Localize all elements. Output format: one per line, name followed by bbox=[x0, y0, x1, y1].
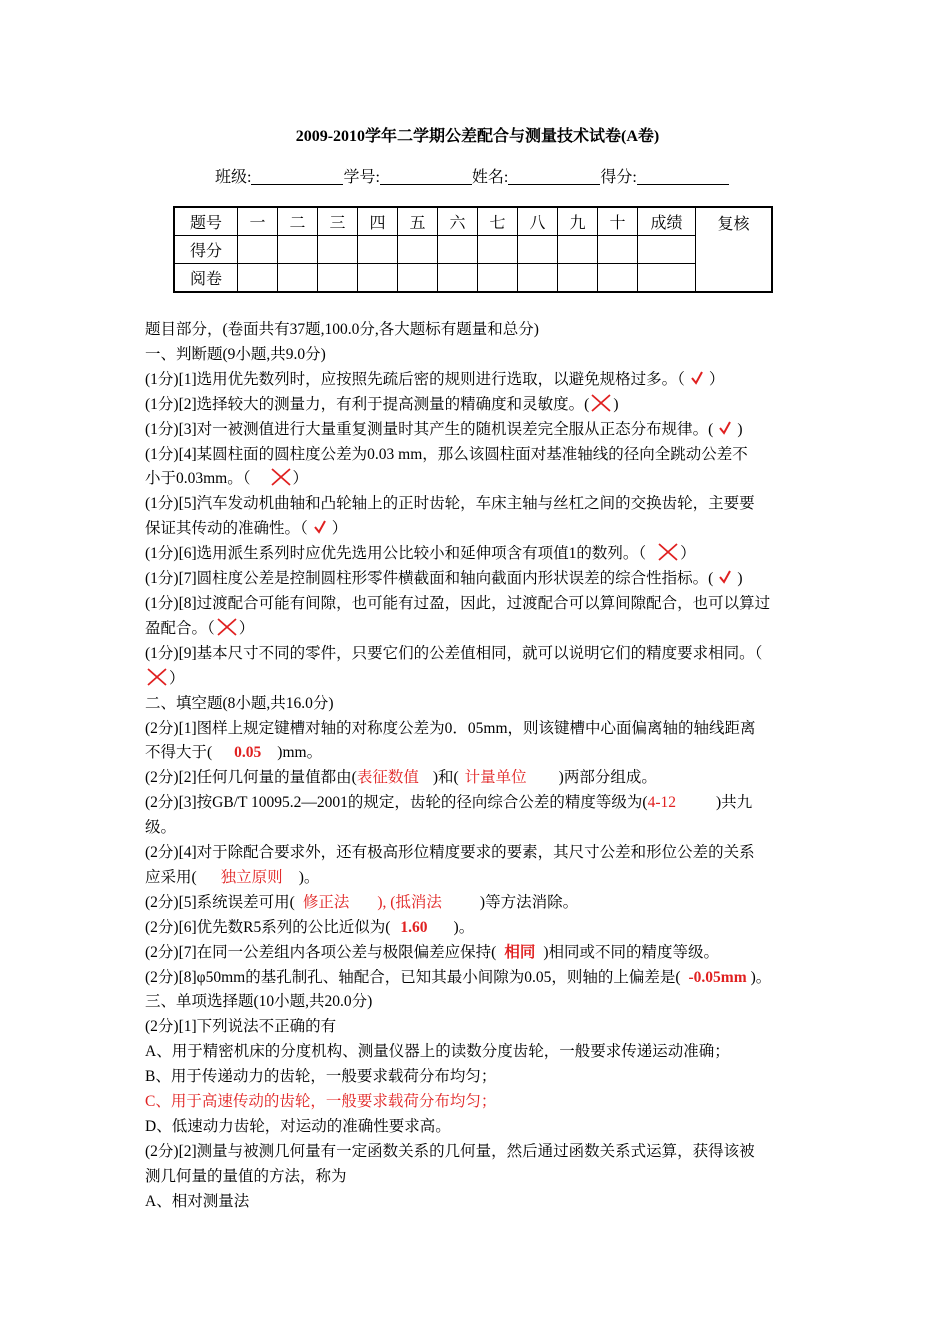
score-table-row bbox=[174, 264, 772, 293]
answer-text: 4-12 bbox=[647, 794, 677, 812]
question: (2分)[1]图样上规定键槽对轴的对称度公差为0．05mm，则该键槽中心面偏离轴的轴线距离 不得大于( 0.05 )mm。 bbox=[145, 719, 756, 762]
question: (2分)[5]系统误差可用( 修正法 ), (抵消法 )等方法消除。 bbox=[145, 893, 579, 911]
cross-mark-icon bbox=[145, 667, 169, 687]
row-label: 得分 bbox=[174, 236, 238, 264]
student-info-line bbox=[215, 164, 729, 187]
cross-mark-icon bbox=[269, 467, 293, 487]
check-mark-icon bbox=[308, 517, 332, 537]
name-label: 姓名: bbox=[471, 169, 509, 186]
section-heading: 一、判断题(9小题,共9.0分) bbox=[145, 345, 326, 363]
question: (1分)[3]对一被测值进行大量重复测量时其产生的随机误差完全服从正态分布规律。( ) bbox=[145, 418, 810, 443]
question: (1分)[9]基本尺寸不同的零件，只要它们的公差值相同，就可以说明它们的精度要求相同。（ ） bbox=[145, 644, 763, 687]
header-cell: 九 bbox=[558, 207, 598, 236]
question: (1分)[5]汽车发动机曲轴和凸轮轴上的正时齿轮，车床主轴与丝杠之间的交换齿轮，主要要 保证其传动的准确性。（ ） bbox=[145, 495, 755, 538]
check-mark-icon bbox=[713, 567, 737, 587]
header-cell: 一 bbox=[238, 207, 278, 236]
question: (1分)[8]过渡配合可能有间隙，也可能有过盈，因此，过渡配合可以算间隙配合，也可以算过 盈配合。（ ） bbox=[145, 594, 771, 637]
header-cell: 七 bbox=[478, 207, 518, 236]
question: (2分)[2]任何几何量的量值都由(表征数值 )和( 计量单位 )两部分组成。 bbox=[145, 769, 657, 787]
exam-body bbox=[145, 318, 810, 1215]
name-blank bbox=[508, 168, 600, 185]
score-label: 得分: bbox=[600, 169, 637, 186]
review-cell: 复核 bbox=[696, 207, 773, 292]
option-c-correct: C、用于高速传动的齿轮，一般要求载荷分布均匀； bbox=[145, 1093, 497, 1111]
question: (1分)[1]选用优先数列时，应按照先疏后密的规则进行选取，以避免规格过多。（ ） bbox=[145, 368, 810, 393]
question: (2分)[3]按GB/T 10095.2—2001的规定，齿轮的径向综合公差的精度等级为(4-12 )共九 级。 bbox=[145, 794, 753, 837]
score-table bbox=[173, 206, 773, 293]
question: (1分)[4]某圆柱面的圆柱度公差为0.03 mm，那么该圆柱面对基准轴线的径向全跳动公差不 小于0.03mm。（ ） bbox=[145, 445, 748, 488]
class-blank bbox=[251, 168, 343, 185]
header-cell: 十 bbox=[598, 207, 638, 236]
answer-text: 表征数值 bbox=[356, 769, 419, 787]
answer-text: 0.05 bbox=[234, 744, 262, 762]
question: (2分)[7]在同一公差组内各项公差与极限偏差应保持( 相同 )相同或不同的精度等级。 bbox=[145, 943, 719, 961]
header-cell: 成绩 bbox=[638, 207, 696, 236]
answer-text: 独立原则 bbox=[220, 868, 283, 886]
score-table-header-row bbox=[174, 207, 772, 236]
row-label: 阅卷 bbox=[174, 264, 238, 293]
option-a: A、用于精密机床的分度机构、测量仪器上的读数分度齿轮，一般要求传递运动准确； bbox=[145, 1043, 730, 1061]
header-cell: 题号 bbox=[174, 207, 238, 236]
answer-text: 相同 bbox=[504, 943, 536, 961]
cross-mark-icon bbox=[589, 393, 613, 413]
section-heading: 二、填空题(8小题,共16.0分) bbox=[145, 694, 334, 712]
option-a: A、相对测量法 bbox=[145, 1192, 250, 1210]
header-cell: 四 bbox=[358, 207, 398, 236]
question: (1分)[7]圆柱度公差是控制圆柱形零件横截面和轴向截面内形状误差的综合性指标。( ) bbox=[145, 567, 810, 592]
question: (2分)[8]φ50mm的基孔制孔、轴配合，已知其最小间隙为0.05，则轴的上偏差是( -0.05mm )。 bbox=[145, 968, 772, 986]
option-b: B、用于传递动力的齿轮，一般要求载荷分布均匀； bbox=[145, 1068, 497, 1086]
page-title: 2009-2010学年二学期公差配合与测量技术试卷(A卷) bbox=[295, 128, 660, 145]
check-mark-icon bbox=[685, 368, 709, 388]
answer-text: -0.05mm bbox=[688, 968, 747, 986]
cross-mark-icon bbox=[215, 617, 239, 637]
question: (2分)[2]测量与被测几何量有一定函数关系的几何量，然后通过函数关系式运算，获得该被 测几何量的量值的方法，称为 bbox=[145, 1142, 755, 1185]
header-cell: 五 bbox=[398, 207, 438, 236]
section-heading: 三、单项选择题(10小题,共20.0分) bbox=[145, 993, 373, 1011]
header-cell: 二 bbox=[278, 207, 318, 236]
score-table-row bbox=[174, 236, 772, 264]
answer-text: 抵消法 bbox=[395, 893, 442, 911]
check-mark-icon bbox=[713, 418, 737, 438]
intro-text: 题目部分，(卷面共有37题,100.0分,各大题标有题量和总分) bbox=[145, 321, 539, 338]
question: (2分)[1]下列说法不正确的有 bbox=[145, 1018, 337, 1036]
class-label: 班级: bbox=[215, 169, 252, 186]
header-cell: 六 bbox=[438, 207, 478, 236]
question: (2分)[6]优先数R5系列的公比近似为( 1.60 )。 bbox=[145, 918, 475, 936]
header-cell: 三 bbox=[318, 207, 358, 236]
header-cell: 八 bbox=[518, 207, 558, 236]
question: (2分)[4]对于除配合要求外，还有极高形位精度要求的要素，其尺寸公差和形位公差的关系 应采用( 独立原则 )。 bbox=[145, 844, 755, 886]
answer-text: 1.60 bbox=[400, 918, 428, 936]
cross-mark-icon bbox=[656, 542, 680, 562]
question: (1分)[6]选用派生系列时应优先选用公比较小和延伸项含有项值1的数列。（ ） bbox=[145, 542, 810, 567]
score-blank bbox=[637, 168, 729, 185]
id-label: 学号: bbox=[343, 169, 380, 186]
option-d: D、低速动力齿轮，对运动的准确性要求高。 bbox=[145, 1118, 451, 1135]
answer-text: 计量单位 bbox=[464, 769, 527, 787]
question: (1分)[2]选择较大的测量力，有利于提高测量的精确度和灵敏度。( ) bbox=[145, 393, 810, 418]
id-blank bbox=[380, 168, 472, 185]
answer-text: 修正法 bbox=[302, 893, 350, 911]
